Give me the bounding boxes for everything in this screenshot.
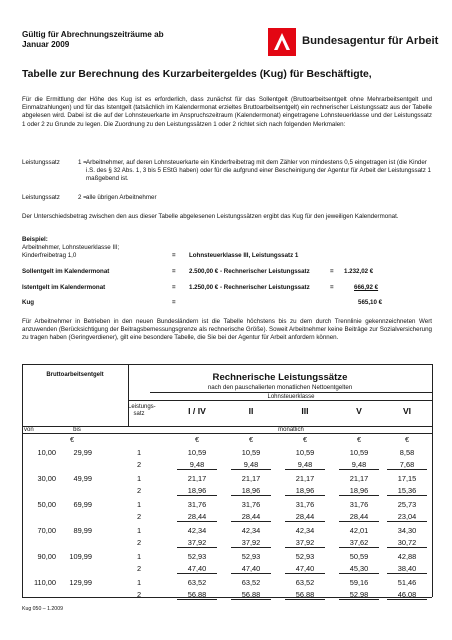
document-footer: Kug 050 – 1.2009 xyxy=(22,606,63,612)
class-header-2: II xyxy=(248,406,254,416)
ls-number: 1 xyxy=(136,474,142,483)
ls-number: 1 xyxy=(136,526,142,535)
rate-cell-ls2: 18,96 xyxy=(231,486,271,496)
rate-cell-ls1: 51,46 xyxy=(397,578,417,587)
example-line-2: Kinderfreibetrag 1,0 xyxy=(22,252,77,259)
gross-to: 109,99 xyxy=(69,552,92,561)
rate-cell-ls1: 17,15 xyxy=(397,474,417,483)
soll-value: 2.500,00 € - Rechnerischer Leistungssatz xyxy=(189,268,310,275)
kug-label: Kug xyxy=(22,299,35,306)
ls1-text: Arbeitnehmer, auf deren Lohnsteuerkarte ein Kinderfreibetrag mit dem Zähler von mindestens 0,5 eingetragen ist (die Kinder i.S. des § 32 Abs. 1, 3 bis 5 EStG haben) oder für die aufgrund einer Bescheinigung der Agentur für Arbeit der Leistungssatz 1 maßgebend ist. xyxy=(86,159,431,183)
rate-cell-ls1: 50,59 xyxy=(349,552,369,561)
rate-cell-ls1: 10,59 xyxy=(349,448,369,457)
rate-cell-ls1: 10,59 xyxy=(187,448,207,457)
gross-to: 49,99 xyxy=(73,474,92,483)
ls1-number: 1 = xyxy=(78,159,87,166)
rate-cell-ls1: 21,17 xyxy=(241,474,261,483)
rate-cell-ls1: 42,01 xyxy=(349,526,369,535)
rate-cell-ls1: 52,93 xyxy=(295,552,315,561)
currency-class-4: € xyxy=(356,435,362,444)
rate-cell-ls1: 42,34 xyxy=(241,526,261,535)
ls-number: 1 xyxy=(136,578,142,587)
currency-class-5: € xyxy=(404,435,410,444)
ls-number: 2 xyxy=(136,564,142,573)
rate-cell-ls2: 9,48 xyxy=(339,460,379,470)
currency-gross: € xyxy=(69,435,75,444)
ls-number: 2 xyxy=(136,460,142,469)
rate-cell-ls2: 37,92 xyxy=(231,538,271,548)
gross-from: 50,00 xyxy=(37,500,56,509)
ls-number: 2 xyxy=(136,538,142,547)
ls-number: 1 xyxy=(136,448,142,457)
example-heading: Beispiel: xyxy=(22,236,48,243)
rate-cell-ls2: 38,40 xyxy=(387,564,427,574)
example-class-value: Lohnsteuerklasse III, Leistungssatz 1 xyxy=(189,252,299,259)
example-eq-2: = xyxy=(172,268,176,275)
rate-cell-ls1: 10,59 xyxy=(241,448,261,457)
agency-logo xyxy=(268,28,438,56)
agency-logo-icon xyxy=(268,28,296,56)
ls2-label: Leistungssatz xyxy=(22,194,60,201)
rate-cell-ls1: 42,88 xyxy=(397,552,417,561)
gross-pay-header: Bruttoarbeitsentgelt xyxy=(46,372,104,378)
rate-cell-ls2: 52,98 xyxy=(339,590,379,600)
page-title: Tabelle zur Berechnung des Kurzarbeitergeldes (Kug) für Beschäftigte, xyxy=(22,69,372,80)
rate-cell-ls1: 59,16 xyxy=(349,578,369,587)
gross-from: 90,00 xyxy=(37,552,56,561)
rate-cell-ls1: 31,76 xyxy=(241,500,261,509)
rate-cell-ls2: 37,92 xyxy=(285,538,325,548)
rates-header: Rechnerische Leistungssätze xyxy=(212,372,348,383)
example-line-1: Arbeitnehmer, Lohnsteuerklasse III; xyxy=(22,244,120,251)
rate-cell-ls1: 21,17 xyxy=(187,474,207,483)
ls-number: 2 xyxy=(136,590,142,599)
ls-number: 2 xyxy=(136,486,142,495)
to-header: bis xyxy=(73,427,81,433)
monthly-header: monatlich xyxy=(278,427,304,433)
rate-cell-ls2: 7,68 xyxy=(387,460,427,470)
rate-cell-ls1: 52,93 xyxy=(187,552,207,561)
rate-cell-ls1: 31,76 xyxy=(187,500,207,509)
validity-line-1: Gültig für Abrechnungszeiträume ab xyxy=(22,30,164,39)
rate-cell-ls2: 47,40 xyxy=(177,564,217,574)
ist-label: Istentgelt im Kalendermonat xyxy=(22,284,106,291)
rate-cell-ls1: 21,17 xyxy=(295,474,315,483)
class-header-4: V xyxy=(356,406,362,416)
rate-cell-ls2: 56,88 xyxy=(177,590,217,600)
rate-cell-ls1: 31,76 xyxy=(295,500,315,509)
rate-cell-ls2: 28,44 xyxy=(231,512,271,522)
rate-cell-ls1: 31,76 xyxy=(349,500,369,509)
rate-cell-ls2: 23,04 xyxy=(387,512,427,522)
rate-cell-ls2: 28,44 xyxy=(285,512,325,522)
ls-number: 1 xyxy=(136,500,142,509)
gross-to: 29,99 xyxy=(73,448,92,457)
currency-class-1: € xyxy=(194,435,200,444)
gross-from: 10,00 xyxy=(37,448,56,457)
ls-header: Leistungs- satz xyxy=(128,404,156,417)
rate-cell-ls2: 56,88 xyxy=(231,590,271,600)
rate-cell-ls2: 47,40 xyxy=(285,564,325,574)
rate-cell-ls1: 63,52 xyxy=(187,578,207,587)
example-eq-5: = xyxy=(330,284,334,291)
rate-cell-ls2: 56,88 xyxy=(285,590,325,600)
class-header-3: III xyxy=(301,406,309,416)
rate-cell-ls2: 45,30 xyxy=(339,564,379,574)
rate-cell-ls1: 42,34 xyxy=(187,526,207,535)
ls-number: 2 xyxy=(136,512,142,521)
rate-cell-ls2: 18,96 xyxy=(177,486,217,496)
from-header: von xyxy=(24,427,34,433)
rate-cell-ls2: 28,44 xyxy=(177,512,217,522)
rate-cell-ls1: 10,59 xyxy=(295,448,315,457)
soll-label: Sollentgelt im Kalendermonat xyxy=(22,268,110,275)
east-paragraph: Für Arbeitnehmer in Betrieben in den neuen Bundesländern ist die Tabelle höchstens bis zu dem durch Trennlinie gekennzeichneten Wert anzuwenden (Berücksichtigung der Beitragsbemessungsgrenze als rechnerische Größe). Soweit Arbeitnehmer keine Beiträge zur Sozialversicherung zu tragen haben (Geringverdiener), gilt eine besondere Tabelle, die Sie bei der Agentur für Arbeit anfordern können. xyxy=(22,318,432,342)
rate-cell-ls2: 9,48 xyxy=(231,460,271,470)
gross-to: 69,99 xyxy=(73,500,92,509)
rate-cell-ls2: 15,36 xyxy=(387,486,427,496)
gross-to: 129,99 xyxy=(69,578,92,587)
rate-cell-ls1: 34,30 xyxy=(397,526,417,535)
ls2-text: alle übrigen Arbeitnehmer xyxy=(86,194,157,201)
currency-class-2: € xyxy=(248,435,254,444)
rate-cell-ls2: 9,48 xyxy=(177,460,217,470)
gross-from: 30,00 xyxy=(37,474,56,483)
class-header-5: VI xyxy=(402,406,412,416)
currency-class-3: € xyxy=(302,435,308,444)
rate-cell-ls2: 37,62 xyxy=(339,538,379,548)
ls-number: 1 xyxy=(136,552,142,561)
rate-cell-ls2: 18,96 xyxy=(339,486,379,496)
rate-cell-ls1: 42,34 xyxy=(295,526,315,535)
rate-cell-ls2: 18,96 xyxy=(285,486,325,496)
rates-subheader: nach den pauschalierten monatlichen Nettoentgelten xyxy=(207,384,353,391)
example-eq-1: = xyxy=(172,252,176,259)
soll-result: 1.232,02 € xyxy=(344,268,374,275)
example-eq-3: = xyxy=(330,268,334,275)
validity-header xyxy=(22,30,232,50)
gross-from: 70,00 xyxy=(37,526,56,535)
rate-cell-ls1: 63,52 xyxy=(241,578,261,587)
rate-cell-ls2: 30,72 xyxy=(387,538,427,548)
rate-cell-ls2: 9,48 xyxy=(285,460,325,470)
rate-cell-ls2: 37,92 xyxy=(177,538,217,548)
class-header-1: I / IV xyxy=(188,406,206,416)
rate-cell-ls2: 47,40 xyxy=(231,564,271,574)
rate-cell-ls1: 8,58 xyxy=(399,448,415,457)
rate-cell-ls2: 28,44 xyxy=(339,512,379,522)
gross-to: 89,99 xyxy=(73,526,92,535)
difference-paragraph: Der Unterschiedsbetrag zwischen den aus dieser Tabelle abgelesenen Leistungssätzen ergibt das Kug für den jeweiligen Kalendermonat. xyxy=(22,213,399,220)
ls2-number: 2 = xyxy=(78,194,87,201)
rate-cell-ls2: 46,08 xyxy=(387,590,427,600)
rate-cell-ls1: 25,73 xyxy=(397,500,417,509)
rate-cell-ls1: 52,93 xyxy=(241,552,261,561)
intro-paragraph: Für die Ermittlung der Höhe des Kug ist es erforderlich, dass zunächst für das Sollentgelt (Bruttoarbeitsentgelt ohne Mehrarbeitsentgelt und Einmalzahlungen) und für das Istentgelt (tatsächlich im Kalendermonat erzieltes Bruttoarbeitsentgelt) ein rechnerischer Leistungssatz aus der Tabelle abgelesen wird. Dabei ist die auf der Lohnsteuerkarte im Anspruchszeitraum (Kalendermonat) eingetragene Lohnsteuerklasse und der Leistungssatz 1 oder 2 zu Grunde zu legen. Die Zuordnung zu den Leistungssätzen 1 oder 2 richtet sich nach folgenden Merkmalen: xyxy=(22,96,432,128)
ist-result: 666,92 € xyxy=(354,284,379,291)
tax-class-header: Lohnsteuerklasse xyxy=(267,394,315,400)
example-eq-4: = xyxy=(172,284,176,291)
rate-cell-ls1: 21,17 xyxy=(349,474,369,483)
gross-from: 110,00 xyxy=(33,578,56,587)
kug-result: 565,10 € xyxy=(358,299,383,306)
validity-line-2: Januar 2009 xyxy=(22,40,70,49)
example-eq-6: = xyxy=(172,299,176,306)
rate-cell-ls1: 63,52 xyxy=(295,578,315,587)
agency-name: Bundesagentur für Arbeit xyxy=(302,35,439,47)
ls1-label: Leistungssatz xyxy=(22,159,60,166)
ist-value: 1.250,00 € - Rechnerischer Leistungssatz xyxy=(189,284,310,291)
rate-table xyxy=(22,364,432,597)
